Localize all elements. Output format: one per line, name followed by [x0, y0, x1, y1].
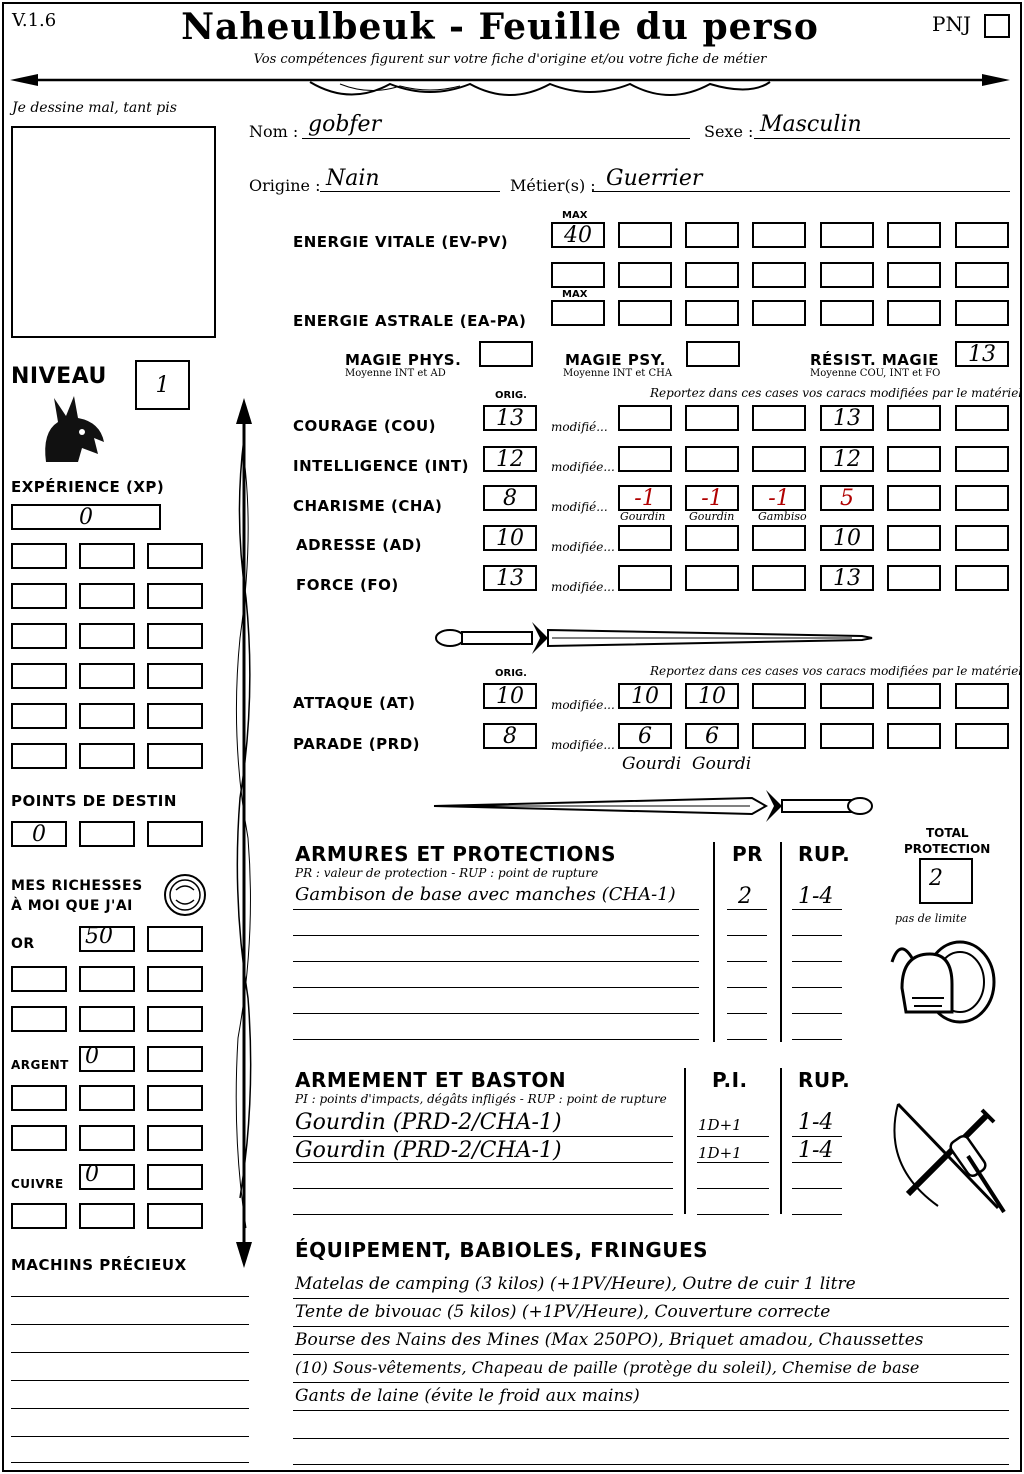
metier-value[interactable]: Guerrier: [606, 166, 703, 191]
cou-final: 13: [833, 405, 861, 431]
equipment-line[interactable]: (10) Sous-vêtements, Chapeau de paille (protège du soleil), Chemise de base: [295, 1358, 920, 1377]
or-box[interactable]: [147, 1006, 203, 1032]
no-limit-label: pas de limite: [895, 912, 967, 925]
prd-mod-box[interactable]: [955, 723, 1009, 749]
weapon-pi[interactable]: 1D+1: [698, 1144, 742, 1162]
argent-box[interactable]: [147, 1085, 203, 1111]
at-mod-box[interactable]: [955, 683, 1009, 709]
prd-mod-box[interactable]: [887, 723, 941, 749]
at-mod-box[interactable]: [820, 683, 874, 709]
equipment-title: ÉQUIPEMENT, BABIOLES, FRINGUES: [295, 1238, 709, 1262]
cou-orig-box[interactable]: [483, 405, 537, 431]
fo-orig-box[interactable]: [483, 565, 537, 591]
sword-icon: [432, 612, 874, 662]
fo-mod-box[interactable]: [618, 565, 672, 591]
or-box[interactable]: [11, 1006, 67, 1032]
precieux-label: MACHINS PRÉCIEUX: [11, 1256, 187, 1274]
cha-mod-2: -1: [701, 485, 723, 511]
cou-mod-box[interactable]: [618, 405, 672, 431]
ev-box[interactable]: [685, 222, 739, 248]
ea-box[interactable]: [685, 300, 739, 326]
argent-box[interactable]: [79, 1046, 135, 1072]
destin-value: 0: [32, 821, 46, 847]
prd-mod-1: 6: [638, 723, 652, 749]
magie-phys-label: MAGIE PHYS.: [345, 351, 462, 369]
cuivre-box[interactable]: [79, 1164, 135, 1190]
int-mod-box[interactable]: [752, 446, 806, 472]
prd-label: PARADE (PRD): [293, 735, 421, 753]
equipment-line[interactable]: Matelas de camping (3 kilos) (+1PV/Heure), Outre de cuir 1 litre: [295, 1274, 856, 1294]
equipment-line[interactable]: Gants de laine (évite le froid aux mains): [295, 1386, 640, 1406]
armor-item-pr[interactable]: 2: [738, 884, 752, 909]
xp-sub-box[interactable]: [11, 743, 67, 769]
fo-label: FORCE (FO): [296, 576, 399, 594]
ad-modifiee: modifiée...: [551, 540, 615, 554]
pr-label: PR: [732, 842, 764, 866]
ev-box[interactable]: [551, 262, 605, 288]
ea-label: ENERGIE ASTRALE (EA-PA): [293, 312, 527, 330]
ev-box[interactable]: [752, 222, 806, 248]
prd-note-1: Gourdi: [622, 754, 682, 774]
or-label: OR: [11, 936, 35, 952]
cha-mod-box[interactable]: [685, 485, 739, 511]
nom-value[interactable]: gobfer: [308, 112, 382, 137]
or-box[interactable]: [11, 966, 67, 992]
cuivre-box[interactable]: [11, 1203, 67, 1229]
armor-rup-label: RUP.: [798, 842, 851, 866]
cou-mod-box[interactable]: [685, 405, 739, 431]
cha-mod-1: -1: [634, 485, 656, 511]
cou-mod-box[interactable]: [955, 405, 1009, 431]
xp-sub-box[interactable]: [147, 543, 203, 569]
origine-value[interactable]: Nain: [326, 166, 380, 191]
argent-box[interactable]: [79, 1125, 135, 1151]
fo-final-box[interactable]: [820, 565, 874, 591]
ad-mod-box[interactable]: [955, 525, 1009, 551]
resist-label: RÉSIST. MAGIE: [810, 351, 940, 369]
cha-mod-box[interactable]: [955, 485, 1009, 511]
magie-phys-box[interactable]: [479, 341, 533, 367]
armor-item-rup[interactable]: 1-4: [798, 884, 834, 909]
ad-mod-box[interactable]: [685, 525, 739, 551]
xp-sub-box[interactable]: [11, 623, 67, 649]
equipment-line[interactable]: Bourse des Nains des Mines (Max 250PO), Briquet amadou, Chaussettes: [295, 1330, 924, 1350]
xp-sub-box[interactable]: [11, 543, 67, 569]
cou-label: COURAGE (COU): [293, 417, 437, 435]
cha-note-1: Gourdin: [620, 510, 666, 523]
at-mod-1: 10: [631, 683, 659, 709]
argent-box[interactable]: [11, 1125, 67, 1151]
ea-max-box[interactable]: [551, 300, 605, 326]
total-protection-box[interactable]: [919, 858, 973, 904]
fo-orig: 13: [496, 565, 524, 591]
argent-box[interactable]: [147, 1046, 203, 1072]
int-final: 12: [833, 446, 861, 472]
at-modifiee: modifiée...: [551, 698, 615, 712]
cuivre-label: CUIVRE: [11, 1177, 64, 1191]
at-mod-box[interactable]: [887, 683, 941, 709]
ev-max-box[interactable]: [551, 222, 605, 248]
prd-mod-box[interactable]: [685, 723, 739, 749]
int-mod-box[interactable]: [887, 446, 941, 472]
cou-mod-box[interactable]: [752, 405, 806, 431]
prd-modifiee: modifiée...: [551, 738, 615, 752]
total-protection-value: 2: [929, 866, 943, 891]
weapons-col-divider: [780, 1068, 782, 1214]
argent-box[interactable]: [147, 1125, 203, 1151]
weapon-name[interactable]: Gourdin (PRD-2/CHA-1): [295, 1138, 562, 1163]
magie-psy-box[interactable]: [686, 341, 740, 367]
subtitle: Vos compétences figurent sur votre fiche d'origine et/ou votre fiche de métier: [253, 52, 767, 67]
ev-box[interactable]: [752, 262, 806, 288]
sexe-value[interactable]: Masculin: [760, 112, 862, 137]
argent-box[interactable]: [79, 1085, 135, 1111]
combat-hint: Reportez dans ces cases vos caracs modifiées par le matériel: [650, 664, 1023, 678]
xp-box[interactable]: [11, 504, 161, 530]
prd-mod-box[interactable]: [752, 723, 806, 749]
int-final-box[interactable]: [820, 446, 874, 472]
or-box[interactable]: [79, 966, 135, 992]
ev-box[interactable]: [887, 262, 941, 288]
ev-box[interactable]: [685, 262, 739, 288]
at-mod-box[interactable]: [685, 683, 739, 709]
ad-final: 10: [833, 525, 861, 551]
prd-note-2: Gourdi: [692, 754, 752, 774]
ad-orig-box[interactable]: [483, 525, 537, 551]
xp-sub-box[interactable]: [79, 623, 135, 649]
version-label: V.1.6: [12, 10, 57, 31]
total-label: TOTAL: [926, 826, 969, 840]
ad-mod-box[interactable]: [618, 525, 672, 551]
ea-box[interactable]: [887, 300, 941, 326]
coin-icon: [162, 872, 208, 918]
weapon-pi[interactable]: 1D+1: [698, 1116, 742, 1134]
magie-psy-label: MAGIE PSY.: [565, 351, 666, 369]
xp-sub-box[interactable]: [79, 663, 135, 689]
stats-hint: Reportez dans ces cases vos caracs modifiées par le matériel: [650, 386, 1023, 400]
resist-value: 13: [968, 341, 996, 367]
at-mod-2: 10: [698, 683, 726, 709]
cha-mod-box[interactable]: [752, 485, 806, 511]
origine-label: Origine :: [249, 176, 321, 195]
ev-max-label: MAX: [562, 210, 588, 221]
destin-label: POINTS DE DESTIN: [11, 792, 177, 810]
cuivre-box[interactable]: [147, 1164, 203, 1190]
cha-mod-box[interactable]: [618, 485, 672, 511]
argent-value: 0: [85, 1044, 99, 1069]
weapons-icon: [888, 1096, 1008, 1216]
ev-box[interactable]: [618, 262, 672, 288]
ea-max-label: MAX: [562, 289, 588, 300]
weapon-rup[interactable]: 1-4: [798, 1138, 834, 1163]
xp-sub-box[interactable]: [11, 663, 67, 689]
cha-final-box[interactable]: [820, 485, 874, 511]
portrait-box[interactable]: [11, 126, 216, 338]
armor-item-name[interactable]: Gambison de base avec manches (CHA-1): [295, 884, 676, 905]
cou-mod-box[interactable]: [887, 405, 941, 431]
xp-sub-box[interactable]: [11, 703, 67, 729]
pi-label: P.I.: [712, 1068, 748, 1092]
prd-mod-box[interactable]: [820, 723, 874, 749]
ea-box[interactable]: [820, 300, 874, 326]
cha-label: CHARISME (CHA): [293, 497, 443, 515]
int-mod-box[interactable]: [685, 446, 739, 472]
xp-sub-box[interactable]: [79, 543, 135, 569]
resist-box[interactable]: [955, 341, 1009, 367]
at-label: ATTAQUE (AT): [293, 694, 416, 712]
richesses-label-2: À MOI QUE J'AI: [11, 898, 133, 914]
fo-mod-box[interactable]: [955, 565, 1009, 591]
xp-label: EXPÉRIENCE (XP): [11, 478, 165, 496]
richesses-label: MES RICHESSES: [11, 878, 143, 894]
ad-mod-box[interactable]: [752, 525, 806, 551]
ad-mod-box[interactable]: [887, 525, 941, 551]
argent-box[interactable]: [11, 1085, 67, 1111]
total-protection-label: PROTECTION: [904, 842, 991, 856]
ea-box[interactable]: [955, 300, 1009, 326]
page-title: Naheulbeuk - Feuille du perso: [181, 6, 819, 48]
xp-sub-box[interactable]: [79, 743, 135, 769]
destin-box[interactable]: [147, 821, 203, 847]
fo-mod-box[interactable]: [685, 565, 739, 591]
equipment-line[interactable]: Tente de bivouac (5 kilos) (+1PV/Heure), Couverture correcte: [295, 1302, 831, 1322]
int-mod-box[interactable]: [955, 446, 1009, 472]
ea-box[interactable]: [618, 300, 672, 326]
sexe-label: Sexe :: [704, 122, 754, 141]
magie-phys-sub: Moyenne INT et AD: [345, 368, 446, 379]
xp-sub-box[interactable]: [11, 583, 67, 609]
armor-sub: PR : valeur de protection - RUP : point de rupture: [295, 866, 599, 880]
xp-value: 0: [79, 504, 93, 530]
xp-sub-box[interactable]: [79, 703, 135, 729]
cha-note-3: Gambiso: [758, 510, 807, 523]
xp-sub-box[interactable]: [147, 623, 203, 649]
or-box[interactable]: [79, 1006, 135, 1032]
xp-sub-box[interactable]: [79, 583, 135, 609]
nom-label: Nom :: [249, 122, 299, 141]
ev-value: 40: [564, 222, 592, 248]
magie-psy-sub: Moyenne INT et CHA: [563, 368, 673, 379]
xp-sub-box[interactable]: [147, 663, 203, 689]
prd-mod-box[interactable]: [618, 723, 672, 749]
cha-modifie: modifié...: [551, 500, 608, 514]
ad-orig: 10: [496, 525, 524, 551]
ev-label: ENERGIE VITALE (EV-PV): [293, 233, 509, 251]
spear-icon: [226, 398, 262, 1268]
xp-sub-box[interactable]: [147, 703, 203, 729]
prd-orig: 8: [503, 723, 517, 749]
cuivre-box[interactable]: [147, 1203, 203, 1229]
xp-sub-box[interactable]: [147, 743, 203, 769]
at-mod-box[interactable]: [618, 683, 672, 709]
destin-box[interactable]: [79, 821, 135, 847]
int-orig-box[interactable]: [483, 446, 537, 472]
fo-mod-box[interactable]: [887, 565, 941, 591]
int-mod-box[interactable]: [618, 446, 672, 472]
or-box[interactable]: [147, 966, 203, 992]
fo-mod-box[interactable]: [752, 565, 806, 591]
niveau-value: 1: [155, 372, 170, 398]
or-value: 50: [85, 924, 113, 949]
combat-orig-label: ORIG.: [495, 668, 527, 679]
armor-title: ARMURES ET PROTECTIONS: [295, 842, 616, 866]
armor-col-divider: [713, 842, 715, 1042]
ev-box[interactable]: [618, 222, 672, 248]
ev-box[interactable]: [820, 222, 874, 248]
niveau-box[interactable]: [135, 360, 190, 410]
ea-box[interactable]: [752, 300, 806, 326]
weapon-name[interactable]: Gourdin (PRD-2/CHA-1): [295, 1110, 562, 1135]
ev-box[interactable]: [887, 222, 941, 248]
helmet-shield-icon: [888, 928, 1000, 1028]
at-orig: 10: [496, 683, 524, 709]
niveau-label: NIVEAU: [11, 364, 107, 389]
argent-label: ARGENT: [11, 1058, 69, 1072]
dragon-icon: [38, 392, 108, 466]
ad-final-box[interactable]: [820, 525, 874, 551]
fo-modifiee: modifiée...: [551, 580, 615, 594]
pnj-checkbox[interactable]: [984, 14, 1010, 38]
cha-note-2: Gourdin: [689, 510, 735, 523]
cou-modifie: modifié...: [551, 420, 608, 434]
orig-label: ORIG.: [495, 390, 527, 401]
cha-mod-3: -1: [768, 485, 790, 511]
prd-mod-2: 6: [705, 723, 719, 749]
resist-sub: Moyenne COU, INT et FO: [810, 368, 941, 379]
ev-box[interactable]: [820, 262, 874, 288]
int-orig: 12: [496, 446, 524, 472]
weapon-rup[interactable]: 1-4: [798, 1110, 834, 1135]
prd-orig-box[interactable]: [483, 723, 537, 749]
or-box[interactable]: [79, 926, 135, 952]
cou-final-box[interactable]: [820, 405, 874, 431]
at-orig-box[interactable]: [483, 683, 537, 709]
armor-col-divider: [780, 842, 782, 1042]
fo-final: 13: [833, 565, 861, 591]
cha-mod-box[interactable]: [887, 485, 941, 511]
cha-orig: 8: [503, 485, 517, 511]
ev-box[interactable]: [955, 222, 1009, 248]
sword-icon-2: [432, 784, 874, 824]
or-box[interactable]: [147, 926, 203, 952]
cuivre-value: 0: [85, 1162, 99, 1187]
at-mod-box[interactable]: [752, 683, 806, 709]
weapons-rup-label: RUP.: [798, 1068, 851, 1092]
cha-final: 5: [840, 485, 854, 511]
ad-label: ADRESSE (AD): [296, 536, 423, 554]
cha-orig-box[interactable]: [483, 485, 537, 511]
xp-sub-box[interactable]: [147, 583, 203, 609]
int-label: INTELLIGENCE (INT): [293, 457, 469, 475]
pnj-label: PNJ: [932, 12, 971, 36]
ev-box[interactable]: [955, 262, 1009, 288]
destin-box[interactable]: [11, 821, 67, 847]
weapons-sub: PI : points d'impacts, dégâts infligés - RUP : point de rupture: [295, 1092, 667, 1106]
weapons-title: ARMEMENT ET BASTON: [295, 1068, 567, 1092]
portrait-caption: Je dessine mal, tant pis: [12, 100, 177, 116]
weapons-col-divider: [684, 1068, 686, 1214]
cou-orig: 13: [496, 405, 524, 431]
metier-label: Métier(s) :: [510, 176, 596, 195]
int-modifiee: modifiée...: [551, 460, 615, 474]
cuivre-box[interactable]: [79, 1203, 135, 1229]
